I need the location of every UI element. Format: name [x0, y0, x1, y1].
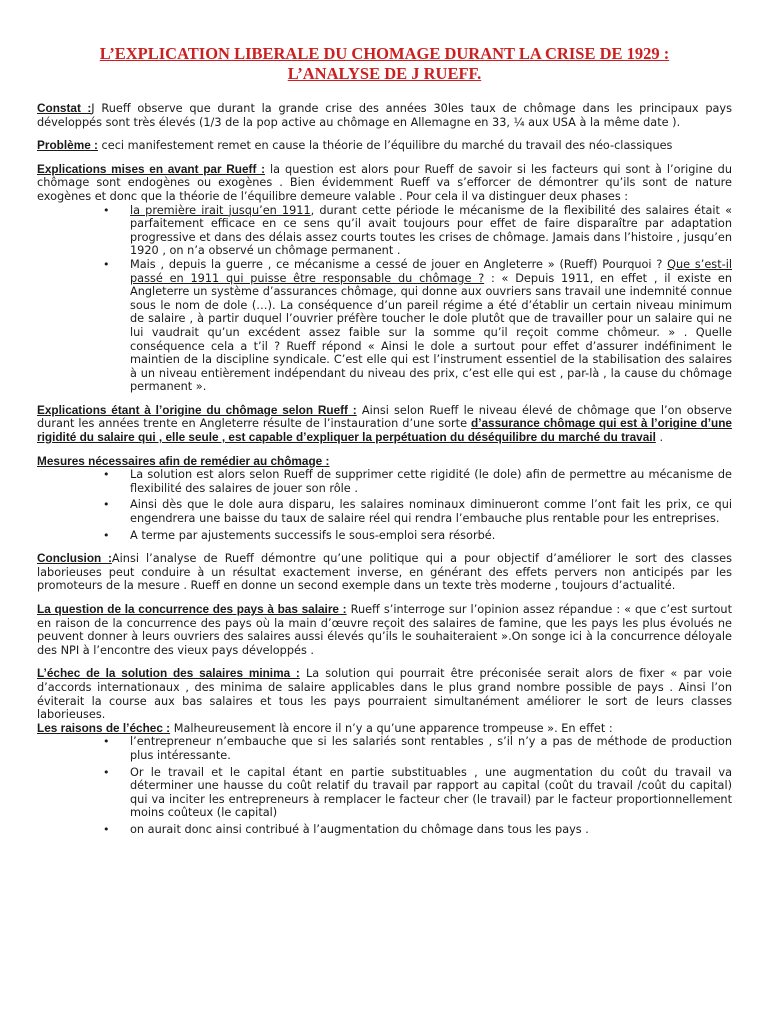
constat-text: J Rueff observe que durant la grande crise des années 30les taux de chômage dans les principaux pays développés sont très élevés (1/3 de la pop active au chômage en Allemagne en 33, ¼ aux USA à la même date ).: [37, 102, 732, 129]
explications-paragraph: [37, 163, 732, 204]
list-item: [37, 498, 732, 525]
constat-paragraph: [37, 102, 732, 129]
phase-1-text: , durant cette période le mécanisme de la flexibilité des salaires était « parfaitement efficace en ce sens qu’il avait toujours pour effet de faire disparaître par adaptation progressive et dans des délais assez courts toutes les crises de chômage. Jamais dans l’histoire , jusqu’en 1920 , on n’a observé un chômage permanent .: [130, 203, 733, 258]
document-title: [37, 0, 732, 84]
bullet-icon: •: [103, 468, 110, 482]
bullet-icon: •: [103, 498, 110, 512]
mesures-list: [37, 468, 732, 542]
mesure-text: A terme par ajustements successifs le sous-emploi sera résorbé.: [130, 528, 496, 542]
list-item: [37, 766, 732, 820]
list-item: [37, 204, 732, 258]
bullet-icon: •: [103, 203, 110, 217]
raisons-text: Malheureusement là encore il n’y a qu’une apparence trompeuse ». En effet :: [170, 721, 613, 735]
conclusion-label: Conclusion :: [37, 551, 112, 566]
origine-emphasis: d’assurance chômage qui est à l’origine d’une rigidité du salaire qui , elle seule , est capable d’expliquer la perpétuation du déséquilibre du marché du travail: [37, 416, 732, 445]
conclusion-paragraph: [37, 552, 732, 593]
echec-text: La solution qui pourrait être préconisée serait alors de fixer « par voie d’accords internationaux , des minima de salaire applicables dans le plus grand nombre possible de pays . Ainsi l’on éviterait la course aux bas salaires et tous les pays pourraient simultanément améliorer le sort de leurs classes laborieuses.: [37, 667, 732, 722]
bullet-icon: •: [103, 735, 110, 749]
constat-label: Constat :: [37, 101, 92, 115]
title-line-1: L’EXPLICATION LIBERALE DU CHOMAGE DURANT LA CRISE DE 1929 :: [99, 44, 670, 63]
mesures-heading: [37, 455, 732, 469]
bullet-icon: •: [103, 257, 110, 271]
conclusion-text: Ainsi l’analyse de Rueff démontre qu’une politique qui a pour objectif d’améliorer le sort des classes laborieuses peut conduire à un résultat exactement inverse, en générant des effets pervers non anticipés par les promoteurs de la mesure . Rueff en donne un second exemple dans un texte très moderne , toujours d’actualité.: [37, 552, 732, 593]
origine-paragraph: [37, 404, 732, 445]
explications-label: Explications mises en avant par Rueff :: [37, 161, 265, 176]
mesure-text: Ainsi dès que le dole aura disparu, les salaires nominaux diminueront comme l’ont fait les prix, ce qui engendrera une baisse du taux de salaire réel qui rendra l’embauche plus rentable pour les entreprises.: [130, 498, 732, 526]
bullet-icon: •: [103, 822, 110, 836]
origine-text: Ainsi selon Rueff le niveau élevé de chômage que l’on observe durant les années trente en Angleterre résulte de l’instauration d’une sorte: [37, 403, 732, 431]
raison-text: Or le travail et le capital étant en partie substituables , une augmentation du coût du travail va déterminer une hausse du coût relatif du travail par rapport au capital (coût du travail /coût du capital) qui va inciter les entrepreneurs à remplacer le facteur cher (le travail) par le facteur proportionnellement moins coûteux (le capital): [130, 765, 732, 820]
concurrence-paragraph: [37, 603, 732, 657]
echec-paragraph: [37, 667, 732, 721]
concurrence-label: La question de la concurrence des pays à bas salaire :: [37, 602, 347, 616]
concurrence-text: Rueff s’interroge sur l’opinion assez répandue : « que c’est surtout en raison de la concurrence des pays où la main d’œuvre reçoit des salaires de famine, que les pays les plus évolués ne peuvent donner à leurs ouvriers des salaires aussi élevés qu’ils le souhaiteraient ».On songe ici à la concurrence déloyale des NPI à l’encontre des vieux pays développés .: [37, 603, 732, 657]
list-item: [37, 529, 732, 543]
raison-text: on aurait donc ainsi contribué à l’augmentation du chômage dans tous les pays .: [130, 822, 589, 836]
probleme-label: Problème :: [37, 138, 98, 153]
list-item: [37, 258, 732, 394]
bullet-icon: •: [103, 765, 110, 779]
list-item: [37, 823, 732, 837]
phase-1-underlined: la première irait jusqu’en 1911: [130, 203, 311, 217]
list-item: [37, 468, 732, 495]
explications-text: la question est alors pour Rueff de savoir si les facteurs qui sont à l’origine du chômage sont endogènes ou exogènes . Bien évidemment Rueff va s’efforcer de démontrer qu’ils sont de nature exogènes et donc que la théorie de l’équilibre demeure valable . Pour cela il va distinguer deux phases :: [37, 162, 732, 203]
raison-text: l’entrepreneur n’embauche que si les salariés sont rentables , s’il n’y a pas de méthode de production plus intéressante.: [130, 735, 732, 762]
echec-label: L’échec de la solution des salaires minima :: [37, 666, 300, 681]
origine-label: Explications étant à l’origine du chômage selon Rueff :: [37, 402, 357, 417]
list-item: [37, 735, 732, 762]
mesures-label: Mesures nécessaires afin de remédier au chômage :: [37, 453, 330, 468]
title-line-2: L’ANALYSE DE J RUEFF.: [287, 64, 482, 83]
raisons-list: [37, 735, 732, 836]
probleme-text: ceci manifestement remet en cause la théorie de l’équilibre du marché du travail des néo-classiques: [97, 139, 673, 153]
raisons-paragraph: [37, 722, 732, 736]
raisons-label: Les raisons de l’échec :: [37, 720, 171, 735]
mesure-text: La solution est alors selon Rueff de supprimer cette rigidité (le dole) afin de permettre au mécanisme de flexibilité des salaires de jouer son rôle .: [130, 468, 732, 495]
phase-2-text-a: Mais , depuis la guerre , ce mécanisme a cessé de jouer en Angleterre » (Rueff) Pourquoi ?: [130, 257, 668, 271]
bullet-icon: •: [103, 528, 110, 542]
phase-2-underlined: Que s’est-il passé en 1911 qui puisse être responsable du chômage ?: [130, 257, 732, 285]
phase-2-text-b: : « Depuis 1911, en effet , il existe en Angleterre un système d’assurances chômage, qui donne aux ouvriers sans travail une indemnité connue sous le nom de dole (…). La conséquence d’un pareil régime a été d’établir un certain niveau minimum de salaire , à partir duquel l’ouvrier préfère toucher le dole plutôt que de travailler pour un salaire qui ne lui vaudrait qu’un excédent assez faible sur la somme qu’il reçoit comme chômeur. » . Quelle conséquence cela a t’il ? Rueff répond « Ainsi le dole a surtout pour effet d’assurer indéfiniment le maintien de la discipline syndicale. C’est elle qui est l’instrument essentiel de la stabilisation des salaires à un niveau entièrement indépendant du niveau des prix, c’est elle qui est , par-là , la cause du chômage permanent ».: [130, 271, 732, 394]
phases-list: [37, 204, 732, 394]
origine-end: .: [655, 431, 664, 445]
probleme-paragraph: [37, 139, 732, 153]
